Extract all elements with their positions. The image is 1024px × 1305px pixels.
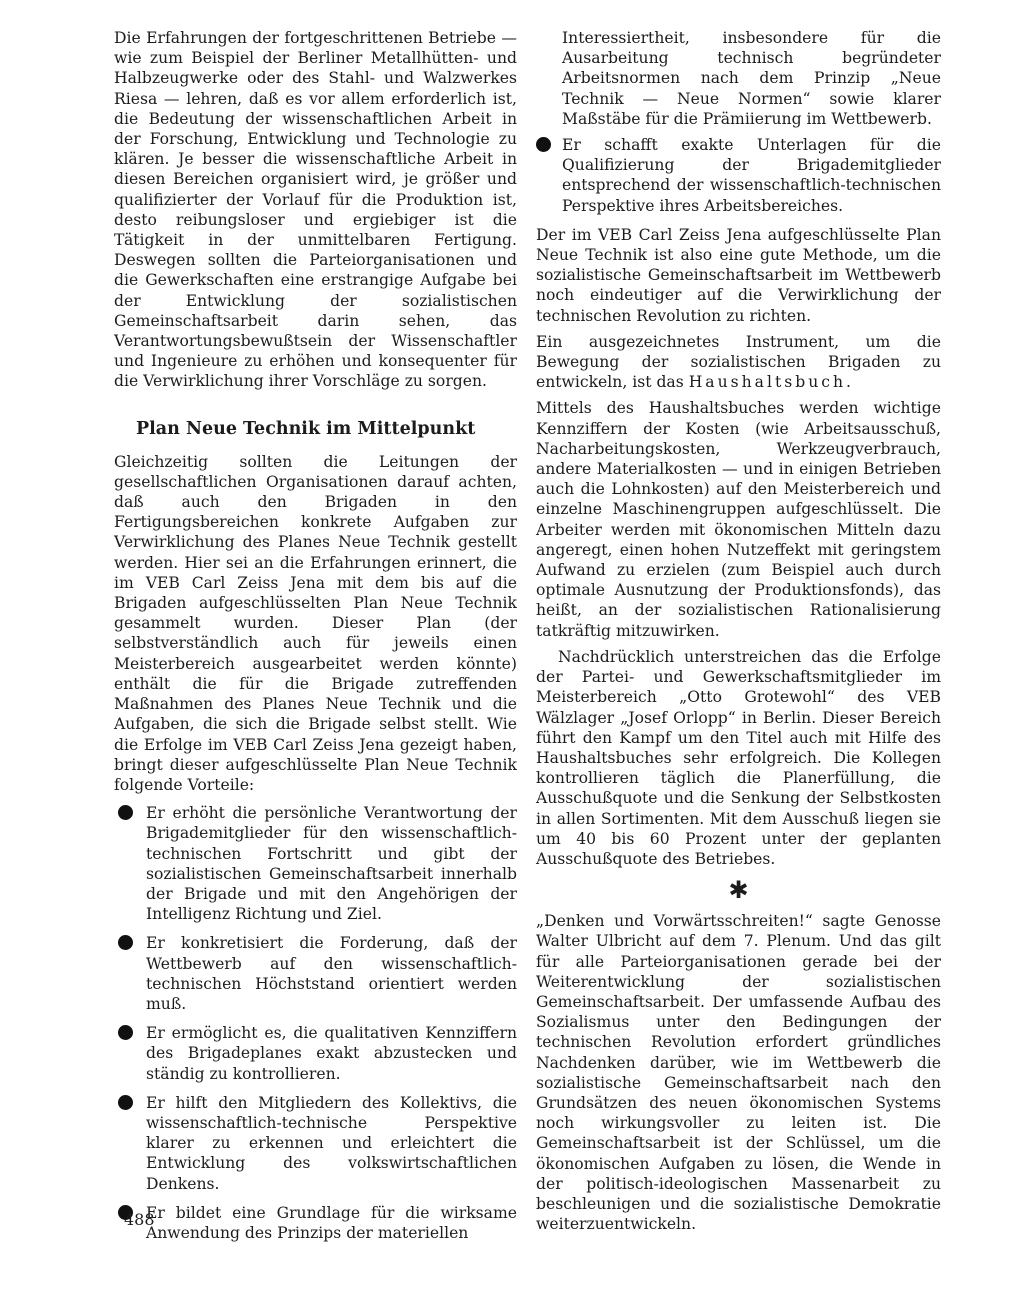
list-item-text: Er bildet eine Grundlage für die wirksame Anwendung des Prinzips der materiellen xyxy=(146,1203,517,1242)
haushaltsbuch-term: Haushaltsbuch xyxy=(688,373,847,392)
bullet-icon xyxy=(536,137,551,152)
list-item-text: Er konkretisiert die Forderung, daß der Wettbewerb auf den wissenschaftlich-technischen Höchststand orientiert werden muß. xyxy=(146,934,517,1013)
bullet-icon xyxy=(118,1095,133,1110)
list-item-text: Er schafft exakte Unterlagen für die Qualifizierung der Brigademitglieder entsprechend der wissenschaftlich-technischen Perspektive ihres Arbeitsbereiches. xyxy=(562,136,941,215)
bullet-continuation: Interessiertheit, insbesondere für die Ausarbeitung technisch begründeter Arbeitsnormen nach dem Prinzip „Neue Technik — Neue Normen“ sowie klarer Maßstäbe für die Prämiierung im Wettbewerb. xyxy=(562,29,941,128)
instrument-text: Ein ausgezeichnetes Instrument, um die Bewegung der sozialistischen Brigaden zu entwickeln, ist das xyxy=(536,332,941,392)
list-item xyxy=(114,1093,517,1194)
list-item xyxy=(114,1023,517,1084)
instrument-end: . xyxy=(846,373,851,392)
list-item xyxy=(114,1203,517,1243)
page-number: 488 xyxy=(124,1210,155,1229)
list-item xyxy=(114,933,517,1014)
bullet-icon xyxy=(118,1025,133,1040)
advantages-list xyxy=(114,803,517,1243)
list-item-text: Er hilft den Mitgliedern des Kollektivs, die wissenschaftlich-technische Perspektive klarer zu erkennen und erleichtert die Entwicklung des volkswirtschaftlichen Denkens. xyxy=(146,1093,517,1193)
list-item-text: Er ermöglicht es, die qualitativen Kennziffern des Brigadeplanes exakt abzustecken und ständig zu kontrollieren. xyxy=(146,1024,517,1083)
paragraph-orlopp: Nachdrücklich unterstreichen das die Erfolge der Partei- und Gewerkschaftsmitglieder im Meisterbereich „Otto Grotewohl“ des VEB Wälzlager „Josef Orlopp“ in Berlin. Dieser Bereich führt den Kampf um den Titel auch mit Hilfe des Haushaltsbuches sehr erfolgreich. Die Kollegen kontrollieren täglich die Planerfüllung, die Ausschußquote und die Senkung der Selbstkosten in allen Sortimenten. Mit dem Ausschuß liegen sie um 40 bis 60 Prozent unter der geplanten Ausschußquote des Betriebes. xyxy=(536,647,941,868)
advantages-list-continued xyxy=(536,135,941,216)
list-item xyxy=(114,803,517,924)
section-separator: ✱ xyxy=(728,876,749,905)
list-item-text: Er erhöht die persönliche Verantwortung der Brigademitglieder für den wissenschaftlich-technischen Fortschritt und gibt der sozialistischen Gemeinschaftsarbeit innerhalb der Brigade und mit den Angehörigen der Intelligenz Richtung und Ziel. xyxy=(146,804,517,924)
paragraph-zeiss: Der im VEB Carl Zeiss Jena aufgeschlüsselte Plan Neue Technik ist also eine gute Methode, um die sozialistische Gemeinschaftsarbeit im Wettbewerb noch eindeutiger auf die Verwirklichung der technischen Revolution zu richten. xyxy=(536,225,941,325)
section-heading: Plan Neue Technik im Mittelpunkt xyxy=(136,418,476,439)
list-item xyxy=(536,135,941,216)
bullet-icon xyxy=(118,805,133,820)
left-column xyxy=(114,28,517,1252)
bullet-icon xyxy=(118,935,133,950)
right-column xyxy=(536,28,941,1234)
intro-paragraph: Die Erfahrungen der fortgeschrittenen Betriebe — wie zum Beispiel der Berliner Metallhütten- und Halbzeugwerke oder des Stahl- und Walzwerkes Riesa — lehren, daß es vor allem erforderlich ist, die Bedeutung der wissenschaftlichen Arbeit in der Forschung, Entwicklung und Technologie zu klären. Je besser die wissenschaftliche Arbeit in diesen Bereichen organisiert wird, je größer und qualifizierter der Vorlauf für die Produktion ist, desto reibungsloser und ergiebiger ist die Tätigkeit in der unmittelbaren Fertigung. Deswegen sollten die Parteiorganisationen und die Gewerkschaften eine erstrangige Aufgabe bei der Entwicklung der sozialistischen Gemeinschaftsarbeit darin sehen, das Verantwortungsbewußtsein der Wissenschaftler und Ingenieure zu erhöhen und konsequenter für die Verwirklichung ihrer Vorschläge zu sorgen. xyxy=(114,29,517,391)
paragraph-haushaltsbuch: Mittels des Haushaltsbuches werden wichtige Kennziffern der Kosten (wie Arbeitsausschuß, Nacharbeitungskosten, Werkzeugverbrauch, andere Materialkosten — und in einigen Betrieben auch die Lohnkosten) auf den Meisterbereich und einzelne Maschinengruppen aufgeschlüsselt. Die Arbeiter werden mit ökonomischen Mitteln dazu angeregt, einen hohen Nutzeffekt mit geringstem Aufwand zu erzielen (zum Beispiel auch durch optimale Ausnutzung der Produktionsfonds), das heißt, an der sozialistischen Rationalisierung tatkräftig mitzuwirken. xyxy=(536,399,941,640)
paragraph-ulbricht: „Denken und Vorwärtsschreiten!“ sagte Genosse Walter Ulbricht auf dem 7. Plenum. Und das gilt für alle Parteiorganisationen gerade bei der Weiterentwicklung der sozialistischen Gemeinschaftsarbeit. Der umfassende Aufbau des Sozialismus unter den Bedingungen der technischen Revolution erfordert gründliches Nachdenken darüber, wie im Wettbewerb die sozialistische Gemeinschaftsarbeit nach den Grundsätzen des neuen ökonomischen Systems noch wirkungsvoller zu leiten ist. Die Gemeinschaftsarbeit ist der Schlüssel, um die ökonomischen Aufgaben zu lösen, die Wende in der politisch-ideologischen Massenarbeit zu beschleunigen und die sozialistische Demokratie weiterzuentwickeln. xyxy=(536,912,941,1234)
section-paragraph: Gleichzeitig sollten die Leitungen der gesellschaftlichen Organisationen darauf achten, daß auch den Brigaden in den Fertigungsbereichen konkrete Aufgaben zur Verwirklichung des Planes Neue Technik gestellt werden. Hier sei an die Erfahrungen erinnert, die im VEB Carl Zeiss Jena mit dem bis auf die Brigaden aufgeschlüsselten Plan Neue Technik gesammelt wurden. Dieser Plan (der selbstverständlich auch für jeweils einen Meisterbereich ausgearbeitet werden könnte) enthält die für die Brigade zutreffenden Maßnahmen des Planes Neue Technik und die Aufgaben, die sich die Brigade selbst stellt. Wie die Erfolge im VEB Carl Zeiss Jena gezeigt haben, bringt dieser aufgeschlüsselte Plan Neue Technik folgende Vorteile: xyxy=(114,452,517,794)
paragraph-instrument xyxy=(536,332,941,393)
